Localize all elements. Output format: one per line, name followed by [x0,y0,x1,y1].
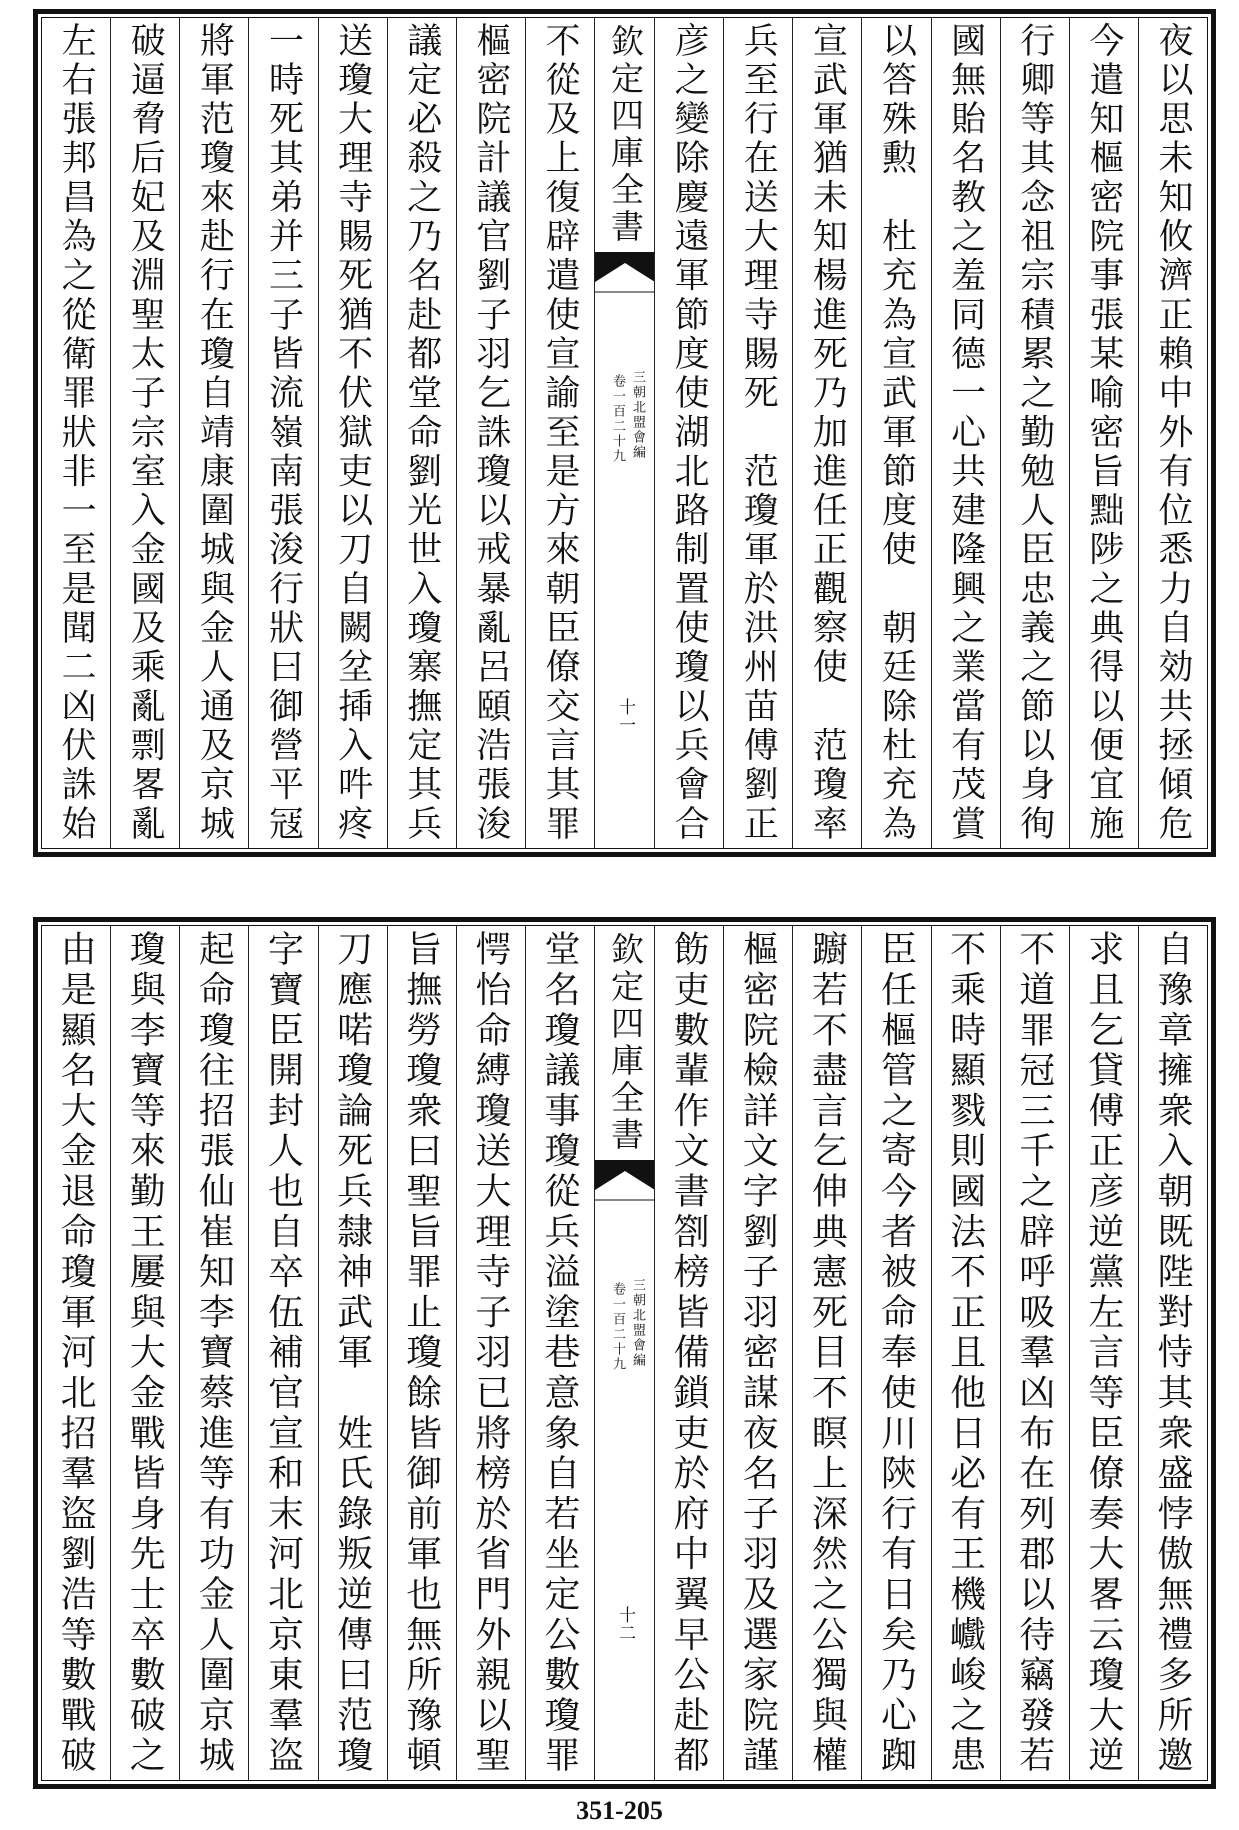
text-column: 議定必殺之乃名赴都堂命劉光世入瓊寨撫定其兵 [387,18,456,848]
text-column: 字寶臣開封人也自卒伍補官宣和末河北京東羣盗 [248,926,317,1780]
text-column: 瓊與李寶等來勤王屢與大金戰皆身先士卒數破之 [110,926,179,1780]
text-column: 由是顯名大金退命瓊軍河北招羣盜劉浩等數戰破 [55,930,97,1776]
fishtail-mark [595,1160,654,1202]
text-column: 兵至行在送大理寺賜死 范瓊軍於洪州苗傅劉正 [723,18,792,848]
text-column: 將軍范瓊來赴行在瓊自靖康圍城與金人通及京城 [179,18,248,848]
text-column: 樞密院檢詳文字劉子羽密謀夜名子羽及選家院謹 [723,926,792,1780]
text-column: 不道罪冠三千之辟呼吸羣凶布在列郡以待竊發若 [1000,926,1069,1780]
center-title: 欽定四庫全書 [606,24,645,246]
text-grid [41,925,1208,1781]
text-column: 堂名瓊議事瓊從兵溢塗巷意象自若坐定公數瓊罪 [525,926,594,1780]
text-grid [41,17,1208,849]
text-column: 臣任樞管之寄今者被命奉使川陝行有日矣乃心踟 [861,926,930,1780]
text-column: 彦之變除慶遠軍節度使湖北路制置使瓊以兵會合 [654,18,723,848]
text-column: 刀應喏瓊論死兵隸神武軍 姓氏錄叛逆傳曰范瓊 [318,926,387,1780]
book-title: 三朝北盟會編 [630,370,645,460]
upper-page-panel [33,9,1216,857]
center-fold-column [594,926,654,1780]
leaf-number: 十二 [615,1606,635,1642]
text-column: 破逼脅后妃及淵聖太子宗室入金國及乘亂剽畧亂 [110,18,179,848]
text-column: 飭吏數輩作文書劄榜皆備鎖吏於府中翼早公赴都 [654,926,723,1780]
text-column: 宣武軍猶未知楊進死乃加進任正觀察使 范瓊率 [792,18,861,848]
text-column: 夜以思未知攸濟正賴中外有位悉力自効共拯傾危 [1138,18,1207,848]
text-column: 愕怡命縛瓊送大理寺子羽已將榜於省門外親以聖 [456,926,525,1780]
page-label: 351-205 [576,1796,663,1825]
lower-page-panel [33,917,1216,1789]
text-column: 樞密院計議官劉子羽乞誅瓊以戒暴亂呂頤浩張浚 [456,18,525,848]
text-column: 以答殊勲 杜充為宣武軍節度使 朝廷除杜充為 [861,18,930,848]
text-column: 送瓊大理寺賜死猶不伏獄吏以刀自闕坌揷入吽疼 [318,18,387,848]
text-column: 旨撫勞瓊衆曰聖旨罪止瓊餘皆御前軍也無所豫頓 [387,926,456,1780]
text-column: 今遣知樞密院事張某喻密旨黜陟之典得以便宜施 [1069,18,1138,848]
text-column: 躕若不盡言乞伸典憲死目不瞑上深然之公獨與權 [792,926,861,1780]
book-title: 三朝北盟會編 [630,1278,645,1368]
text-column: 一時死其弟并三子皆流嶺南張浚行狀曰御營平冦 [248,18,317,848]
text-column: 起命瓊往招張仙崔知李寶蔡進等有功金人圍京城 [179,926,248,1780]
volume-number: 卷一百二十九 [610,374,625,464]
text-column: 自豫章擁衆入朝既陛對恃其衆盛悖傲無禮多所邀 [1138,926,1207,1780]
volume-number: 卷一百二十九 [610,1282,625,1372]
text-column: 求且乞貸傅正彦逆黨左言等臣僚奏大畧云瓊大逆 [1069,926,1138,1780]
text-column: 不從及上復辟遣使宣諭至是方來朝臣僚交言其罪 [525,18,594,848]
center-title: 欽定四庫全書 [606,932,645,1154]
fishtail-mark [595,252,654,294]
text-column: 左右張邦昌為之從衛罪狀非一至是聞二凶伏誅始 [56,22,97,844]
text-column: 行卿等其念祖宗積累之勤勉人臣忠義之節以身徇 [1000,18,1069,848]
leaf-number: 十一 [615,698,635,734]
center-fold-column [594,18,654,848]
text-column: 不乘時顯戮則國法不正且他日必有王機巇峻之患 [931,926,1000,1780]
text-column: 國無貽名教之羞同德一心共建隆興之業當有茂賞 [931,18,1000,848]
